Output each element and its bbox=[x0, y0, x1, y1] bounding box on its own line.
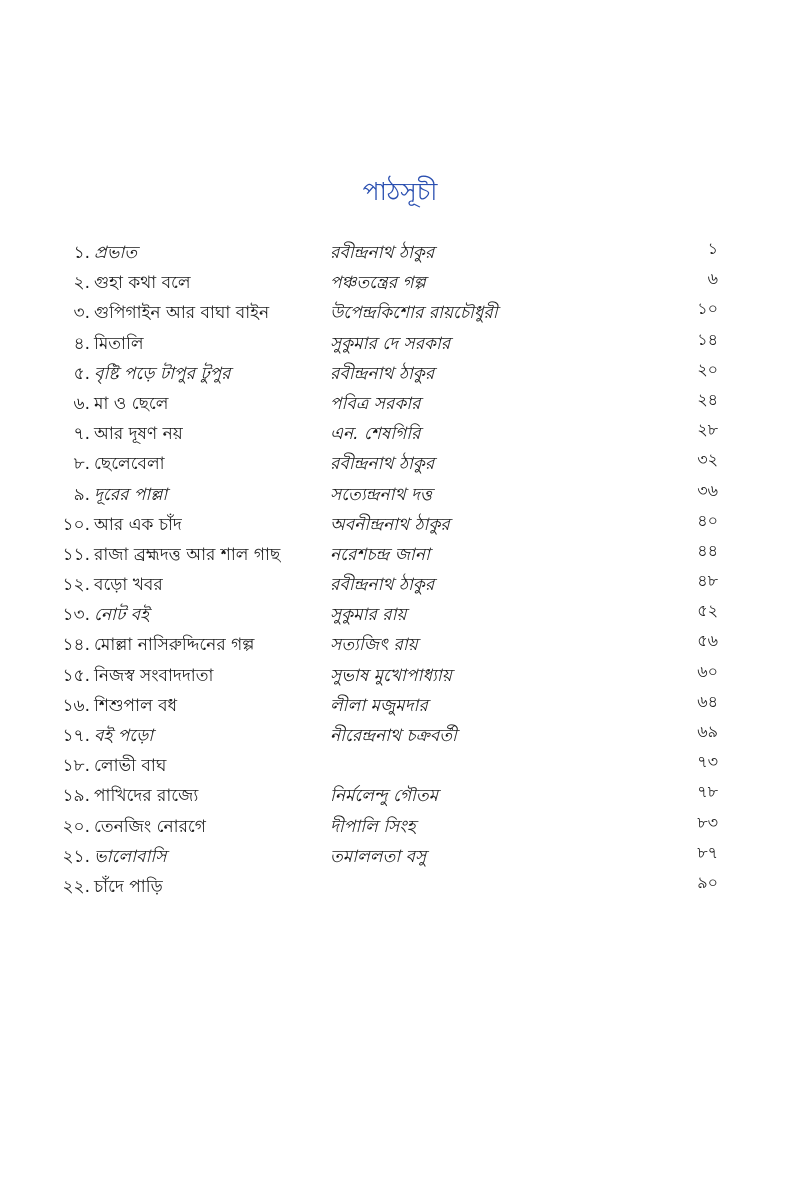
entry-author: সত্যেন্দ্রনাথ দত্ত bbox=[330, 484, 433, 505]
entry-number: ৭. bbox=[73, 424, 90, 445]
entry-number: ৩. bbox=[73, 303, 90, 324]
entry-page: ২৮ bbox=[697, 420, 718, 440]
entry-number: ১৯. bbox=[62, 786, 90, 807]
entry-author: রবীন্দ্রনাথ ঠাকুর bbox=[330, 454, 435, 475]
entry-page: ১ bbox=[707, 239, 718, 258]
entry-page: ৪০ bbox=[697, 510, 718, 530]
entry-title: মিতালি bbox=[94, 333, 144, 354]
entry-author: রবীন্দ্রনাথ ঠাকুর bbox=[330, 363, 435, 384]
entry-number: ২১. bbox=[62, 846, 90, 867]
entry-author: সুকুমার দে সরকার bbox=[330, 333, 451, 354]
entry-page: ৬ bbox=[707, 269, 718, 289]
entry-page: ৯০ bbox=[697, 872, 718, 892]
entry-page: ৬৪ bbox=[697, 691, 718, 711]
entry-page: ৬০ bbox=[697, 661, 718, 681]
entry-page: ৭৮ bbox=[697, 782, 718, 802]
entry-page: ২৪ bbox=[697, 389, 718, 409]
entry-author: সুকুমার রায় bbox=[330, 605, 407, 626]
entry-number: ১৩. bbox=[62, 605, 90, 626]
entry-title: মোল্লা নাসিরুদ্দিনের গল্প bbox=[94, 635, 255, 656]
entry-page: ৭৩ bbox=[697, 752, 718, 772]
entry-title: দূরের পাল্লা bbox=[94, 484, 168, 505]
entry-title: গুপিগাইন আর বাঘা বাইন bbox=[94, 303, 270, 324]
entry-page: ৬৯ bbox=[697, 722, 718, 741]
entry-title: পাখিদের রাজ্যে bbox=[94, 786, 199, 807]
entry-number: ১৪. bbox=[62, 635, 90, 656]
entry-title: মা ও ছেলে bbox=[94, 393, 169, 414]
entry-title: নিজস্ব সংবাদদাতা bbox=[94, 665, 214, 686]
entry-title: লোভী বাঘ bbox=[94, 756, 167, 777]
entry-author: পবিত্র সরকার bbox=[330, 393, 421, 414]
entry-title: গুহা কথা বলে bbox=[94, 273, 191, 294]
entry-number: ২. bbox=[73, 273, 90, 294]
entry-author: পঞ্চতন্ত্রের গল্প bbox=[330, 273, 426, 294]
entry-page: ৪৮ bbox=[697, 571, 718, 591]
entry-number: ১৫. bbox=[62, 665, 90, 686]
entry-number: ১০. bbox=[62, 514, 90, 535]
entry-title: ছেলেবেলা bbox=[94, 454, 165, 475]
entry-author: সত্যজিৎ রায় bbox=[330, 635, 418, 656]
entry-title: ভালোবাসি bbox=[94, 846, 167, 867]
entry-author: রবীন্দ্রনাথ ঠাকুর bbox=[330, 575, 435, 596]
entry-number: ১১. bbox=[62, 544, 90, 565]
entry-author: অবনীন্দ্রনাথ ঠাকুর bbox=[330, 514, 450, 535]
entry-page: ৫২ bbox=[697, 601, 718, 621]
entry-number: ৯. bbox=[73, 484, 90, 505]
entry-author: তমাললতা বসু bbox=[330, 846, 427, 867]
entry-number: ১২. bbox=[62, 575, 90, 596]
entry-page: ৫৬ bbox=[697, 631, 718, 651]
toc-heading: পাঠসূচী bbox=[362, 177, 438, 206]
entry-page: ১৪ bbox=[697, 329, 718, 349]
entry-number: ১৮. bbox=[62, 756, 90, 777]
entry-title: তেনজিং নোরগে bbox=[94, 816, 206, 837]
entry-title: বৃষ্টি পড়ে টাপুর টুপুর bbox=[94, 363, 231, 384]
entry-author: এন. শেষগিরি bbox=[330, 424, 421, 445]
entry-author: নির্মলেন্দু গৌতম bbox=[330, 786, 439, 807]
entry-author: নীরেন্দ্রনাথ চক্রবর্তী bbox=[330, 726, 457, 746]
entry-number: ১. bbox=[73, 243, 90, 263]
entry-page: ৮৩ bbox=[697, 812, 718, 832]
toc-list bbox=[0, 238, 800, 902]
entry-title: বই পড়ো bbox=[94, 726, 154, 746]
entry-author: লীলা মজুমদার bbox=[330, 695, 428, 716]
entry-page: ৪৪ bbox=[697, 540, 718, 560]
entry-author: সুভাষ মুখোপাধ্যায় bbox=[330, 665, 452, 686]
entry-page: ২০ bbox=[697, 359, 718, 379]
entry-number: ১৬. bbox=[62, 695, 90, 716]
entry-title: রাজা ব্রহ্মদত্ত আর শাল গাছ bbox=[94, 544, 281, 565]
entry-number: ২০. bbox=[62, 816, 90, 837]
entry-title: চাঁদে পাড়ি bbox=[94, 876, 163, 897]
entry-author: রবীন্দ্রনাথ ঠাকুর bbox=[330, 243, 435, 263]
entry-title: আর দূষণ নয় bbox=[94, 424, 183, 445]
entry-number: ৮. bbox=[73, 454, 90, 475]
entry-number: ১৭. bbox=[62, 726, 90, 746]
entry-title: বড়ো খবর bbox=[94, 575, 163, 596]
entry-number: ৬. bbox=[73, 393, 90, 414]
entry-number: ৪. bbox=[73, 333, 90, 354]
entry-title: নোট বই bbox=[94, 605, 149, 626]
entry-page: ১০ bbox=[697, 299, 718, 319]
entry-title: আর এক চাঁদ bbox=[94, 514, 182, 535]
entry-page: ৩৬ bbox=[697, 480, 718, 500]
entry-page: ৩২ bbox=[697, 450, 718, 470]
toc-entry bbox=[0, 872, 800, 902]
entry-title: শিশুপাল বধ bbox=[94, 695, 178, 716]
entry-author: উপেন্দ্রকিশোর রায়চৌধুরী bbox=[330, 303, 498, 324]
entry-number: ৫. bbox=[73, 363, 90, 384]
entry-author: দীপালি সিংহ bbox=[330, 816, 416, 837]
entry-author: নরেশচন্দ্র জানা bbox=[330, 544, 430, 565]
entry-number: ২২. bbox=[62, 876, 90, 897]
entry-page: ৮৭ bbox=[697, 842, 718, 862]
entry-title: প্রভাত bbox=[94, 243, 138, 263]
